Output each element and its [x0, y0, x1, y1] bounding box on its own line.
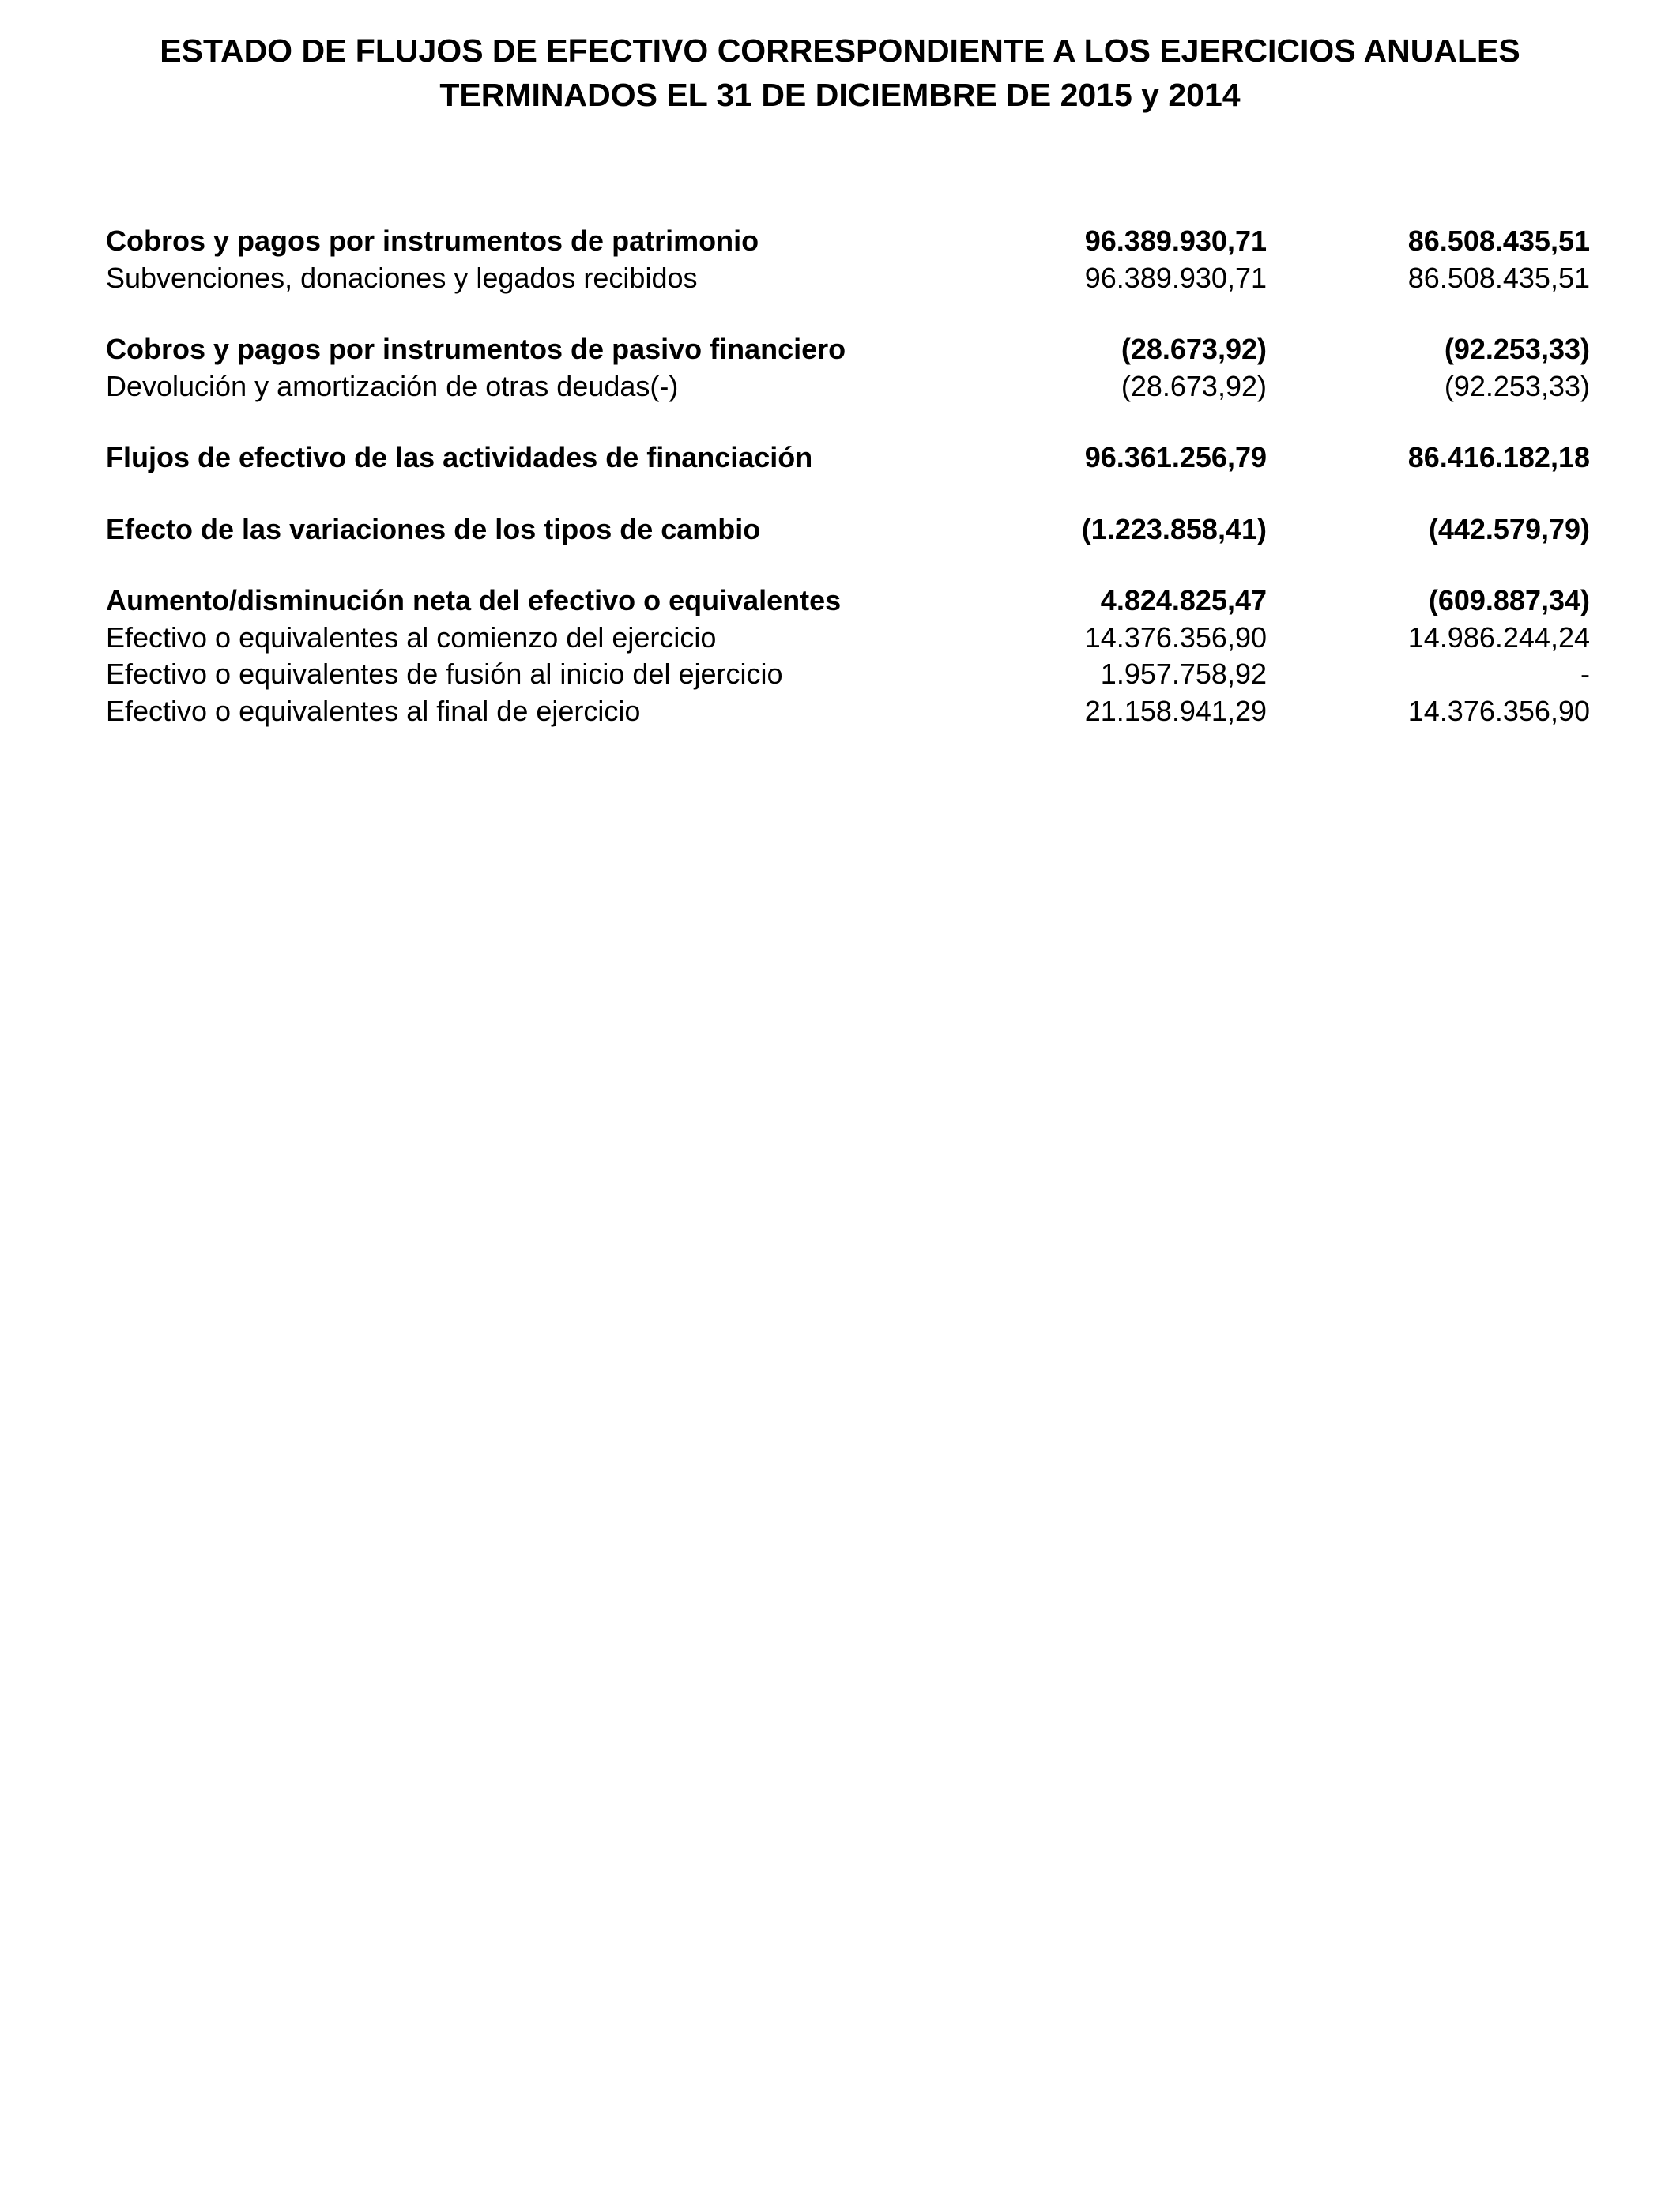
row-label: Devolución y amortización de otras deudas(-): [106, 369, 679, 402]
value-2015: 1.957.758,92: [1100, 658, 1267, 690]
cash-flow-table: [106, 223, 1590, 729]
row-label: Efectivo o equivalentes al comienzo del ejercicio: [106, 620, 717, 654]
value-2014: (442.579,79): [1428, 512, 1590, 545]
row-label: Aumento/disminución neta del efectivo o equivalentes: [106, 584, 842, 616]
value-2014: (92.253,33): [1444, 369, 1590, 402]
value-2015: 96.389.930,71: [1084, 261, 1267, 294]
table-row: [106, 368, 1590, 405]
table-row: [106, 223, 1590, 260]
value-2015: 4.824.825,47: [1100, 584, 1267, 616]
table-row: [106, 439, 1590, 477]
table-row: [106, 260, 1590, 297]
title-line-2: TERMINADOS EL 31 DE DICIEMBRE DE 2015 y 2014: [439, 77, 1241, 113]
value-2014: (609.887,34): [1428, 584, 1590, 616]
value-2014: 86.508.435,51: [1407, 261, 1590, 294]
value-2014: 14.986.244,24: [1407, 620, 1590, 654]
table-row: [106, 511, 1590, 548]
table-row: [106, 331, 1590, 368]
row-label: Efectivo o equivalentes al final de ejercicio: [106, 694, 641, 727]
value-2014: (92.253,33): [1444, 333, 1590, 365]
table-row: [106, 620, 1590, 657]
title-line-1: ESTADO DE FLUJOS DE EFECTIVO CORRESPONDIENTE A LOS EJERCICIOS ANUALES: [160, 32, 1520, 69]
value-2015: (1.223.858,41): [1081, 512, 1267, 545]
value-2014: -: [1580, 658, 1590, 690]
value-2014: 86.508.435,51: [1407, 224, 1590, 257]
row-label: Cobros y pagos por instrumentos de pasivo financiero: [106, 333, 846, 365]
value-2015: 14.376.356,90: [1084, 620, 1267, 654]
document-title: [0, 28, 1680, 117]
row-label: Subvenciones, donaciones y legados recibidos: [106, 261, 698, 294]
table-row: [106, 693, 1590, 730]
table-row: [106, 656, 1590, 693]
row-label: Efecto de las variaciones de los tipos de cambio: [106, 512, 761, 545]
row-label: Flujos de efectivo de las actividades de financiación: [106, 441, 813, 473]
value-2015: 21.158.941,29: [1084, 694, 1267, 727]
value-2015: (28.673,92): [1121, 333, 1267, 365]
row-label: Efectivo o equivalentes de fusión al inicio del ejercicio: [106, 658, 783, 690]
table-row: [106, 582, 1590, 620]
row-label: Cobros y pagos por instrumentos de patrimonio: [106, 224, 759, 257]
value-2015: (28.673,92): [1121, 369, 1267, 402]
value-2015: 96.361.256,79: [1084, 441, 1267, 473]
value-2015: 96.389.930,71: [1084, 224, 1267, 257]
value-2014: 86.416.182,18: [1407, 441, 1590, 473]
value-2014: 14.376.356,90: [1407, 694, 1590, 727]
